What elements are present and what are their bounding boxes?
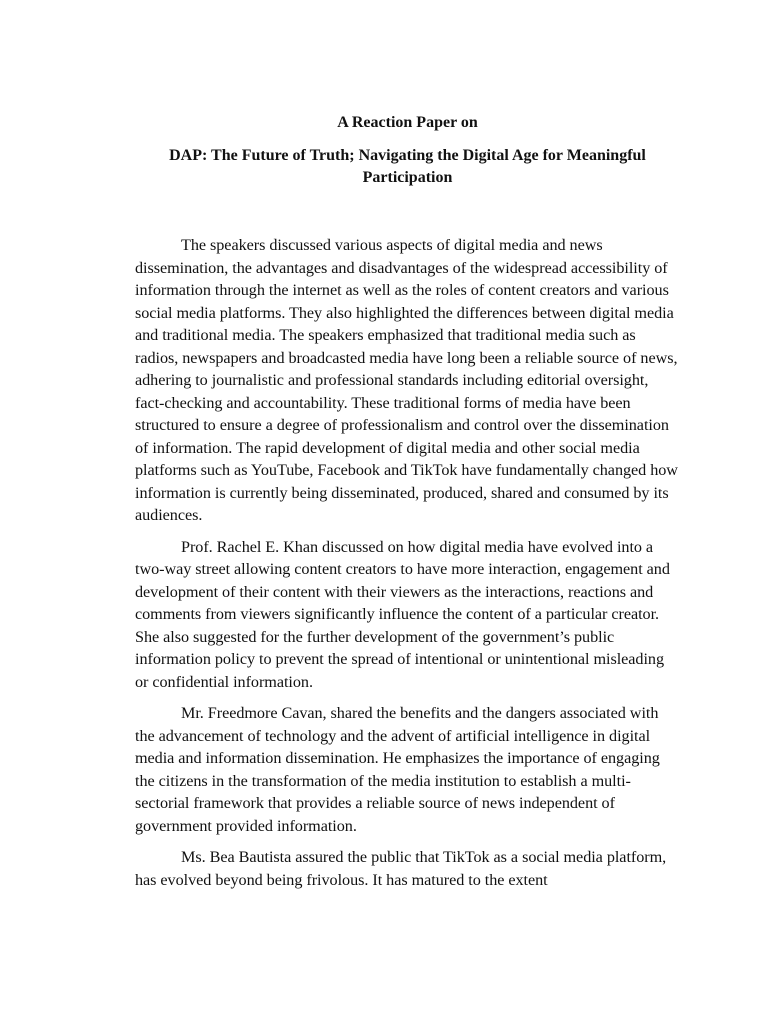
document-title: A Reaction Paper on [337,114,478,131]
paragraph-intro: The speakers discussed various aspects of digital media and news dissemination, the advantages and disadvantages of the widespread accessibility of information through the internet as well as the roles of content creators and various social media platforms. They also highlighted the differences between digital media and traditional media. The speakers emphasized that traditional media such as radios, newspapers and broadcasted media have long been a reliable source of news, adhering to journalistic and professional standards including editorial oversight, fact-checking and accountability. These traditional forms of media have been structured to ensure a degree of professionalism and control over the dissemination of information. The rapid development of digital media and other social media platforms such as YouTube, Facebook and TikTok have fundamentally changed how information is currently being disseminated, produced, shared and consumed by its audiences. [135,236,678,524]
document-subtitle: DAP: The Future of Truth; Navigating the Digital Age for Meaningful Participation [169,147,646,186]
paragraph-khan: Prof. Rachel E. Khan discussed on how digital media have evolved into a two-way street allowing content creators to have more interaction, engagement and development of their content with their viewers as the interactions, reactions and comments from viewers significantly influence the content of a particular creator. She also suggested for the further development of the government’s public information policy to prevent the spread of intentional or unintentional misleading or confidential information. [135,537,670,691]
document-page [135,112,680,900]
paragraph-bautista: Ms. Bea Bautista assured the public that TikTok as a social media platform, has evolved beyond being frivolous. It has matured to the extent [135,848,667,889]
paragraph-cavan: Mr. Freedmore Cavan, shared the benefits and the dangers associated with the advancement of technology and the advent of artificial intelligence in digital media and information dissemination. He emphasizes the importance of engaging the citizens in the transformation of the media institution to establish a multi-sectorial framework that provides a reliable source of news independent of government provided information. [135,704,660,835]
document-body [135,234,680,891]
